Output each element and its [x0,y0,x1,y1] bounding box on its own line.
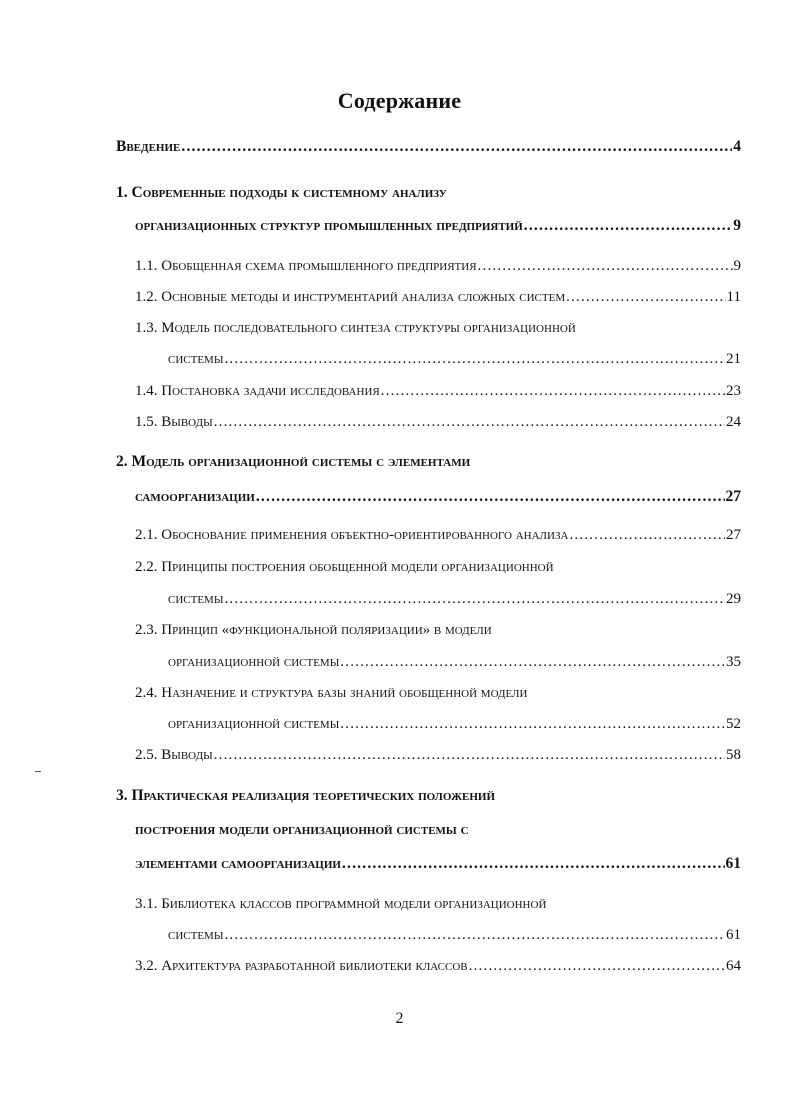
leader-dots [478,258,733,275]
toc-section-2-1[interactable] [135,527,741,549]
toc-entry-page: 11 [726,289,741,305]
toc-entry-page: 58 [726,747,741,763]
toc-entry-page: 29 [726,591,741,607]
leader-dots [381,383,725,400]
toc-entry-page: 23 [726,383,741,399]
toc-entry-text: 3.1. Библиотека классов программной модели организационной [135,896,547,912]
leader-dots [224,591,725,608]
toc-section-2-4-line-1[interactable] [135,685,527,707]
toc-section-1-5[interactable] [135,414,741,436]
toc-entry-text: 1.2. Основные методы и инструментарий анализа сложных систем [135,289,566,305]
toc-entry-text: системы [168,927,224,943]
toc-section-3-2[interactable] [135,958,741,980]
toc-section-3-1-line-1[interactable] [135,896,546,918]
page-number: 2 [395,1010,404,1027]
leader-dots [214,747,725,764]
toc-chapter-3-line-1[interactable] [116,787,495,809]
toc-entry-page: 61 [726,927,741,943]
toc-section-1-4[interactable] [135,383,741,405]
toc-entry-page: 27 [726,527,741,543]
toc-chapter-2-line-1[interactable] [116,453,470,475]
toc-entry-text: 2. Модель организационной системы с элементами [116,453,471,470]
leader-dots [181,138,732,156]
leader-dots [342,855,725,873]
toc-entry-text: организационной системы [168,716,340,732]
toc-entry-text: 2.1. Обоснование применения объектно-ориентированного анализа [135,527,569,543]
toc-entry-text: системы [168,351,224,367]
toc-chapter-1-line-2[interactable] [135,217,741,239]
toc-entry-page: 35 [726,654,741,670]
scan-artifact [35,771,41,772]
toc-section-2-5[interactable] [135,747,741,769]
leader-dots [340,716,725,733]
toc-entry-text: самоорганизации [135,488,255,505]
toc-chapter-1-line-1[interactable] [116,184,447,206]
toc-entry-text: 1.1. Обобщенная схема промышленного предприятия [135,258,477,274]
leader-dots [469,958,725,975]
toc-entry-page: 9 [733,258,741,274]
leader-dots [256,488,725,506]
toc-entry-page: 27 [725,488,741,505]
toc-section-1-3-line-1[interactable] [135,320,576,342]
toc-entry-page: 4 [733,138,741,155]
page-title: Содержание [337,88,462,113]
toc-section-2-3-line-1[interactable] [135,622,492,644]
toc-entry-text: организационной системы [168,654,340,670]
leader-dots [224,927,725,944]
toc-entry-text: элементами самоорганизации [135,855,341,872]
toc-entry-text: 1. Современные подходы к системному анализу [116,184,447,201]
toc-entry-text: 2.4. Назначение и структура базы знаний обобщенной модели [135,685,528,701]
toc-entry-text: построения модели организационной системы с [135,821,469,838]
toc-section-1-3-line-2[interactable] [168,351,741,373]
toc-section-3-1-line-2[interactable] [168,927,741,949]
toc-chapter-3-line-2[interactable] [135,821,469,843]
toc-entry-intro[interactable] [116,138,741,160]
toc-entry-text: организационных структур промышленных предприятий [135,217,523,234]
toc-entry-text: 3.2. Архитектура разработанной библиотеки классов [135,958,468,974]
toc-entry-page: 21 [726,351,741,367]
toc-entry-page: 24 [726,414,741,430]
leader-dots [566,289,725,306]
toc-chapter-3-line-3[interactable] [135,855,741,877]
toc-entry-page: 64 [726,958,741,974]
toc-entry-text: 2.2. Принципы построения обобщенной модели организационной [135,559,554,575]
toc-section-1-1[interactable] [135,258,741,280]
toc-entry-text: 1.5. Выводы [135,414,213,430]
leader-dots [340,654,725,671]
toc-entry-text: 1.3. Модель последовательного синтеза структуры организационной [135,320,576,336]
toc-entry-text: 1.4. Постановка задачи исследования [135,383,380,399]
toc-entry-text: Введение [116,138,181,155]
toc-section-2-2-line-1[interactable] [135,559,554,581]
toc-section-1-2[interactable] [135,289,741,311]
toc-entry-page: 61 [725,855,741,872]
leader-dots [224,351,725,368]
toc-chapter-2-line-2[interactable] [135,488,741,510]
toc-section-2-2-line-2[interactable] [168,591,741,613]
toc-entry-page: 52 [726,716,741,732]
toc-entry-text: 3. Практическая реализация теоретических положений [116,787,496,804]
toc-entry-text: системы [168,591,224,607]
leader-dots [569,527,725,544]
leader-dots [524,217,732,235]
toc-section-2-3-line-2[interactable] [168,654,741,676]
toc-entry-text: 2.5. Выводы [135,747,213,763]
toc-entry-page: 9 [733,217,741,234]
toc-entry-text: 2.3. Принцип «функциональной поляризации» в модели [135,622,492,638]
leader-dots [214,414,725,431]
toc-section-2-4-line-2[interactable] [168,716,741,738]
